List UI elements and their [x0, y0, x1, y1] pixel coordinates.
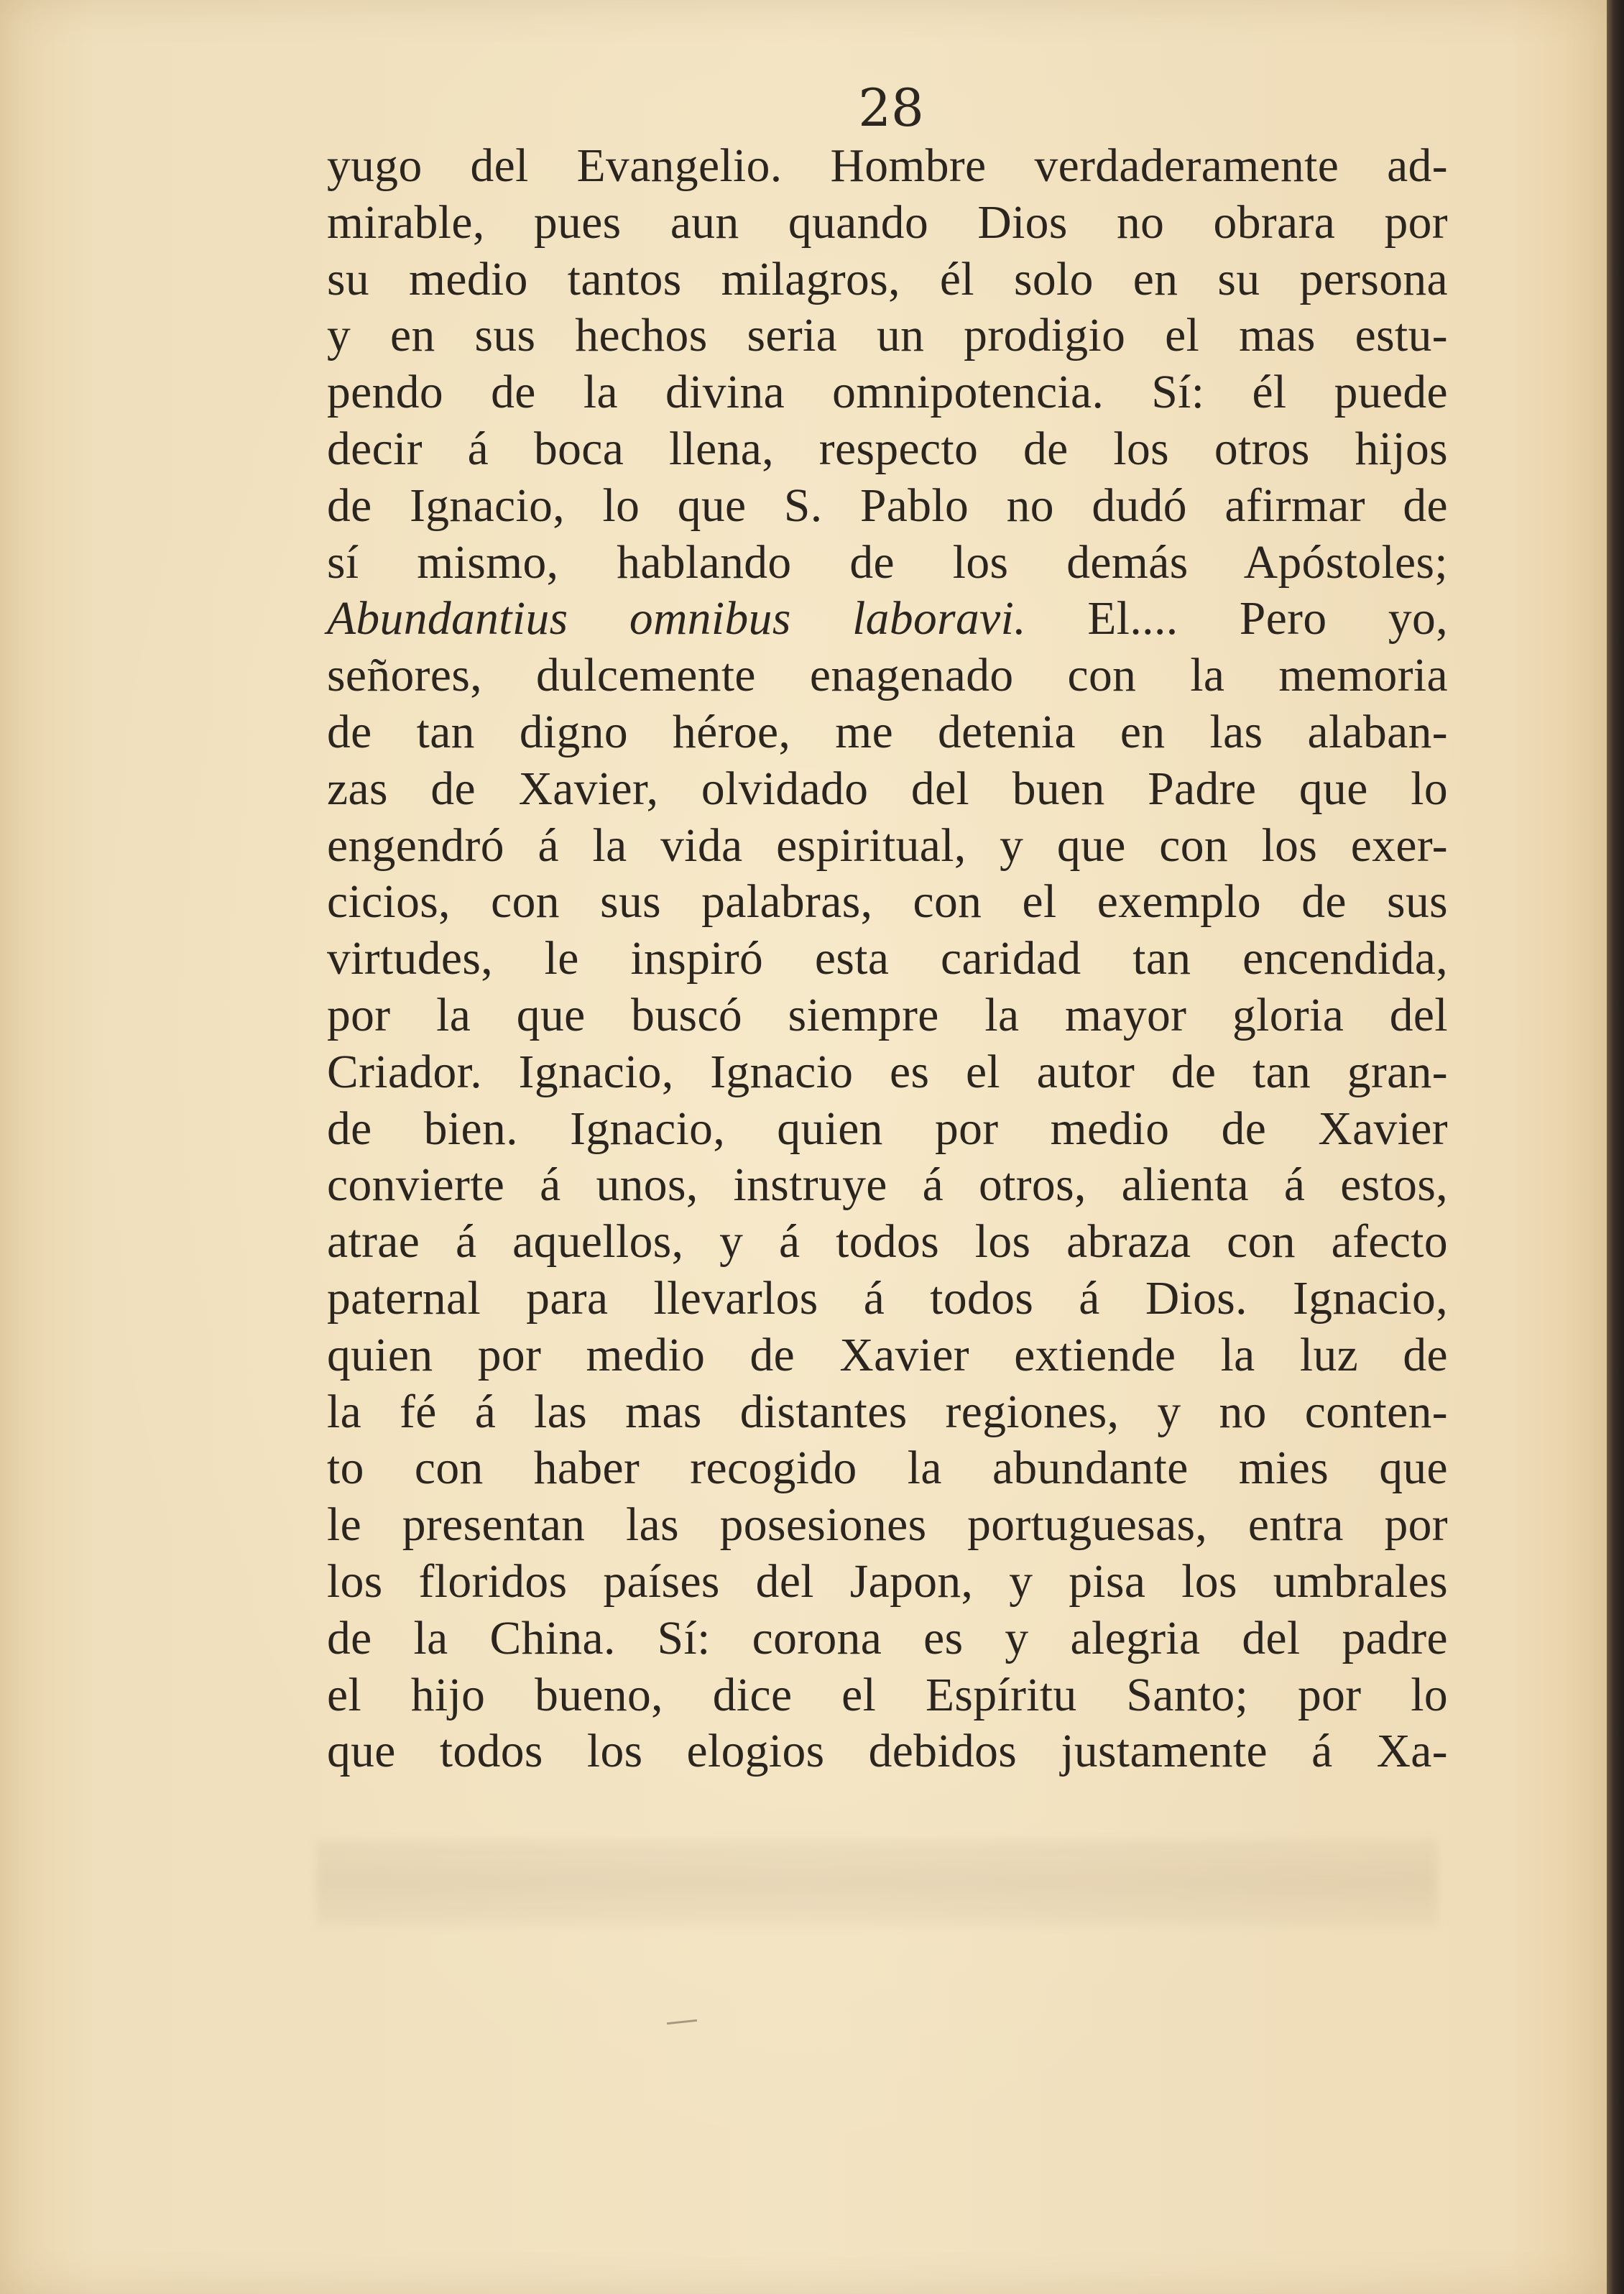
- text-line: de Ignacio, lo que S. Pablo no dudó afirmar de: [327, 479, 1448, 532]
- text-line: decir á boca llena, respecto de los otros hijos: [327, 423, 1448, 475]
- text-line: paternal para llevarlos á todos á Dios. Ignacio,: [327, 1272, 1448, 1325]
- text-line: quien por medio de Xavier extiende la luz de: [327, 1329, 1448, 1381]
- page-number: 28: [858, 78, 924, 138]
- page-edge-shadow: [1607, 0, 1624, 2294]
- text-line: mirable, pues aun quando Dios no obrara por: [327, 196, 1448, 249]
- text-line: virtudes, le inspiró esta caridad tan encendida,: [327, 933, 1448, 985]
- text-line: que todos los elogios debidos justamente á Xa-: [327, 1726, 1448, 1778]
- text-line: señores, dulcemente enagenado con la memoria: [327, 650, 1448, 702]
- text-line: Criador. Ignacio, Ignacio es el autor de tan gran-: [327, 1046, 1448, 1098]
- text-line: el hijo bueno, dice el Espíritu Santo; por lo: [327, 1669, 1448, 1721]
- text-line: pendo de la divina omnipotencia. Sí: él puede: [327, 367, 1448, 419]
- text-line: de la China. Sí: corona es y alegria del padre: [327, 1612, 1448, 1664]
- text-line: yugo del Evangelio. Hombre verdaderamente ad-: [327, 140, 1448, 192]
- text-line: engendró á la vida espiritual, y que con los exer-: [327, 819, 1448, 872]
- text-line: cicios, con sus palabras, con el exemplo de sus: [327, 876, 1448, 929]
- latin-quote: Abundantius omnibus laboravi.: [327, 593, 1027, 645]
- text-line: de bien. Ignacio, quien por medio de Xavier: [327, 1102, 1448, 1155]
- ink-bleed-through: [316, 1840, 1437, 1926]
- latin-line-rest: El.... Pero yo,: [1087, 593, 1448, 645]
- text-line: zas de Xavier, olvidado del buen Padre que lo: [327, 763, 1448, 815]
- text-line: por la que buscó siempre la mayor gloria del: [327, 989, 1448, 1041]
- text-line: su medio tantos milagros, él solo en su persona: [327, 253, 1448, 305]
- latin-quote-line: [327, 591, 1448, 648]
- text-line: sí mismo, hablando de los demás Apóstoles;: [327, 536, 1448, 589]
- body-text: [327, 138, 1448, 1780]
- text-line: y en sus hechos seria un prodigio el mas estu-: [327, 310, 1448, 362]
- text-line: to con haber recogido la abundante mies que: [327, 1442, 1448, 1495]
- text-line: convierte á unos, instruye á otros, alienta á estos,: [327, 1159, 1448, 1212]
- text-line: los floridos países del Japon, y pisa los umbrales: [327, 1555, 1448, 1608]
- text-line: de tan digno héroe, me detenia en las alaban-: [327, 706, 1448, 758]
- text-line: le presentan las posesiones portuguesas, entra por: [327, 1499, 1448, 1552]
- ink-mark: [667, 2019, 697, 2024]
- text-line: atrae á aquellos, y á todos los abraza con afecto: [327, 1216, 1448, 1268]
- text-line: la fé á las mas distantes regiones, y no conten-: [327, 1386, 1448, 1438]
